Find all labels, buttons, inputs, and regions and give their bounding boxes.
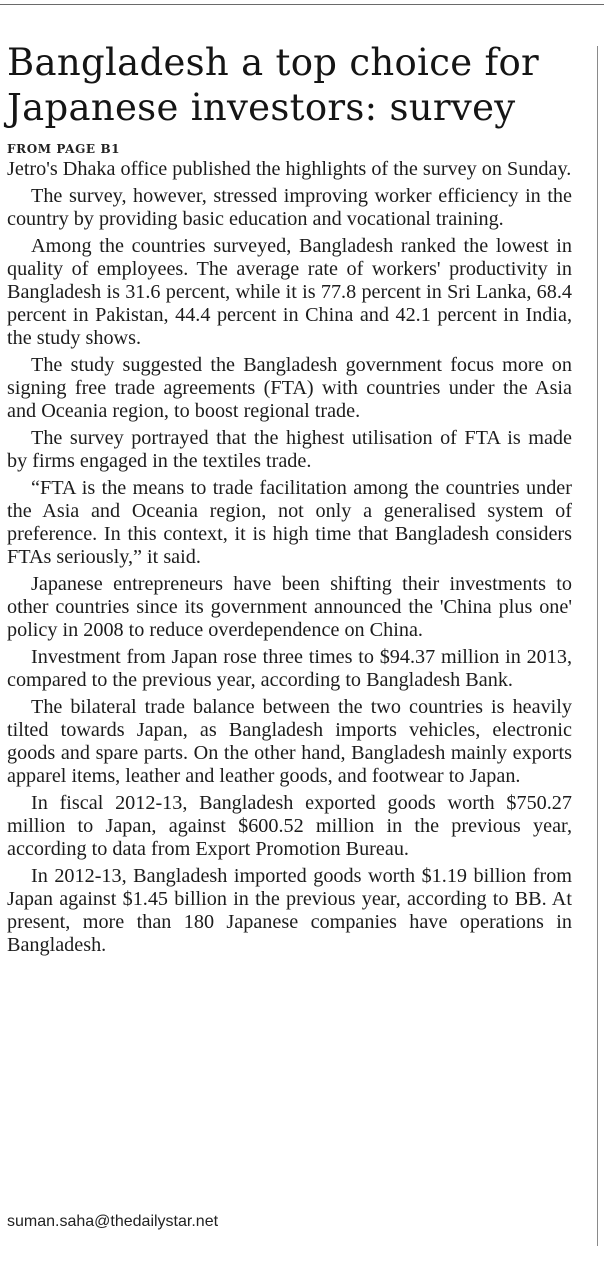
paragraph-6: “FTA is the means to trade facilitation among the countries under the Asia and Oceania region, not only a generalised system of preference. In this context, it is high time that Bangladesh considers FTAs seriously,” it said. — [7, 477, 572, 568]
paragraph-2: The survey, however, stressed improving worker efficiency in the country by providing basic education and vocational training. — [7, 185, 572, 230]
paragraph-9: The bilateral trade balance between the two countries is heavily tilted towards Japan, as Bangladesh imports vehicles, electronic goods and spare parts. On the other hand, Bangladesh mainly exports apparel items, leather and leather goods, and footwear to Japan. — [7, 696, 572, 787]
article-body — [7, 158, 572, 957]
top-divider — [0, 4, 604, 5]
article — [7, 40, 572, 961]
paragraph-11: In 2012-13, Bangladesh imported goods worth $1.19 billion from Japan against $1.45 billion in the previous year, according to BB. At present, more than 180 Japanese companies have operations in Bangladesh. — [7, 865, 572, 956]
paragraph-4: The study suggested the Bangladesh government focus more on signing free trade agreements (FTA) with countries under the Asia and Oceania region, to boost regional trade. — [7, 354, 572, 422]
paragraph-8: Investment from Japan rose three times to $94.37 million in 2013, compared to the previous year, according to Bangladesh Bank. — [7, 646, 572, 691]
paragraph-10: In fiscal 2012-13, Bangladesh exported goods worth $750.27 million to Japan, against $600.52 million in the previous year, according to data from Export Promotion Bureau. — [7, 792, 572, 860]
paragraph-1: Jetro's Dhaka office published the highlights of the survey on Sunday. — [7, 158, 572, 180]
jump-label: FROM PAGE B1 — [7, 142, 121, 156]
headline: Bangladesh a top choice for Japanese investors: survey — [7, 41, 540, 129]
column-divider — [597, 46, 598, 1246]
byline-email: suman.saha@thedailystar.net — [7, 1213, 219, 1230]
paragraph-7: Japanese entrepreneurs have been shifting their investments to other countries since its government announced the 'China plus one' policy in 2008 to reduce overdependence on China. — [7, 573, 572, 641]
paragraph-3: Among the countries surveyed, Bangladesh ranked the lowest in quality of employees. The average rate of workers' productivity in Bangladesh is 31.6 percent, while it is 77.8 percent in Sri Lanka, 68.4 percent in Pakistan, 44.4 percent in China and 42.1 percent in India, the study shows. — [7, 235, 572, 349]
paragraph-5: The survey portrayed that the highest utilisation of FTA is made by firms engaged in the textiles trade. — [7, 427, 572, 472]
